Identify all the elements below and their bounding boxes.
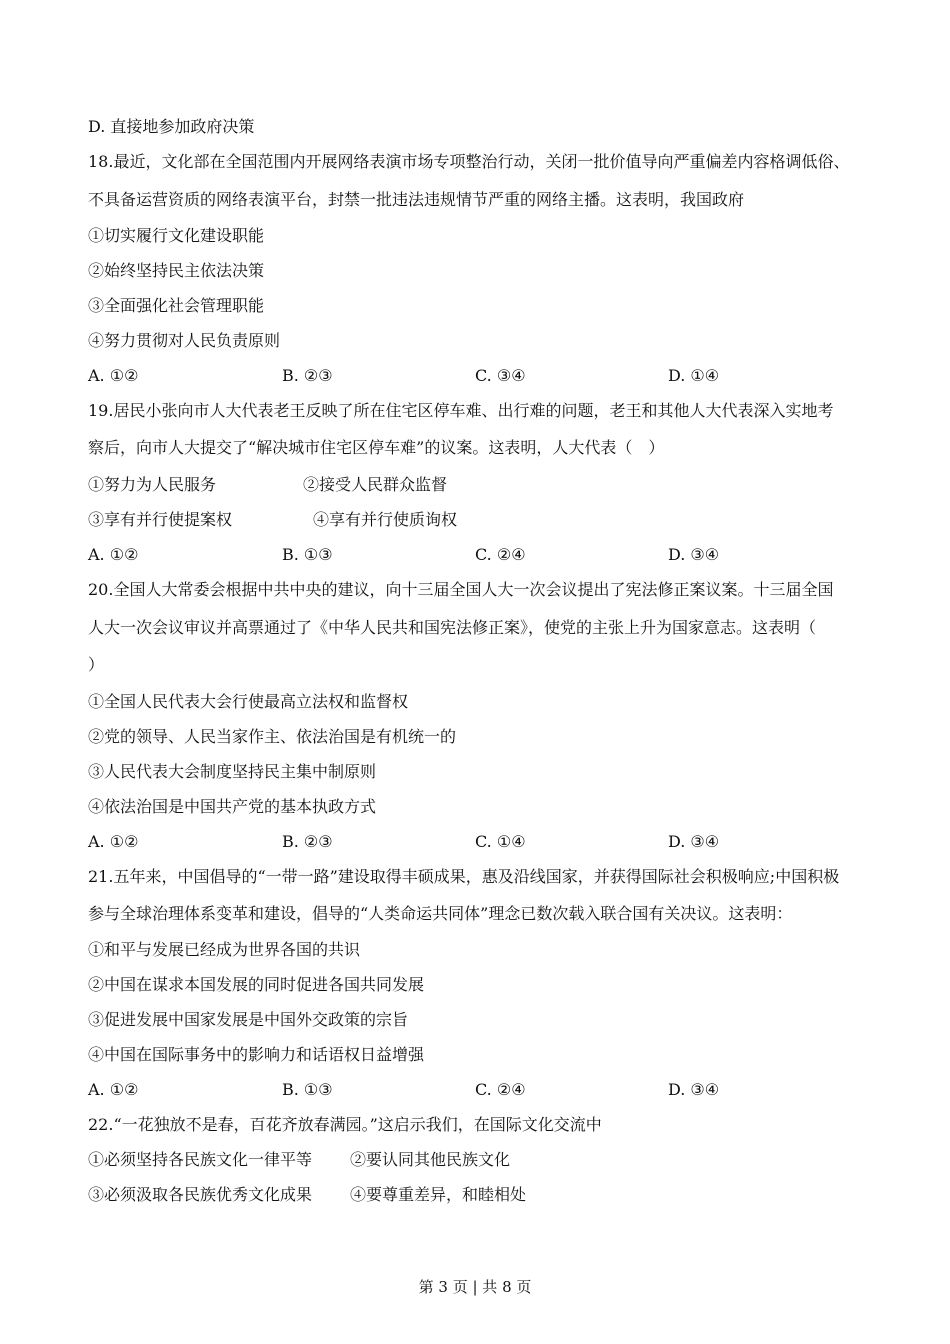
- q19-item: ④享有并行使质询权: [313, 510, 458, 529]
- q18-item: ④努力贯彻对人民负责原则: [88, 331, 281, 350]
- q18-item: ③全面强化社会管理职能: [88, 296, 265, 315]
- q20-stem-line: 人大一次会议审议并高票通过了《中华人民共和国宪法修正案》，使党的主张上升为国家意志。这表明（: [88, 618, 817, 637]
- q21-stem-line: 参与全球治理体系变革和建设，倡导的“人类命运共同体”理念已数次载入联合国有关决议。这表明：: [88, 904, 793, 923]
- q22-item: ②要认同其他民族文化: [350, 1150, 511, 1169]
- q20-option-a: A. ①②: [88, 832, 139, 851]
- q18-item: ②始终坚持民主依法决策: [88, 261, 265, 280]
- q20-item: ④依法治国是中国共产党的基本执政方式: [88, 797, 377, 816]
- q22-item: ①必须坚持各民族文化一律平等: [88, 1150, 313, 1169]
- q21-option-a: A. ①②: [88, 1080, 139, 1099]
- q20-stem-line: 20.全国人大常委会根据中共中央的建议，向十三届全国人大一次会议提出了宪法修正案议案。十三届全国: [88, 580, 834, 599]
- q21-item: ②中国在谋求本国发展的同时促进各国共同发展: [88, 975, 425, 994]
- q18-item: ①切实履行文化建设职能: [88, 226, 265, 245]
- q18-stem-line: 不具备运营资质的网络表演平台，封禁一批违法违规情节严重的网络主播。这表明，我国政府: [88, 190, 745, 209]
- q18-option-b: B. ②③: [282, 366, 333, 385]
- q21-option-d: D. ③④: [668, 1080, 720, 1099]
- q18-option-d: D. ①④: [668, 366, 720, 385]
- q20-item: ③人民代表大会制度坚持民主集中制原则: [88, 762, 377, 781]
- q22-stem-line: 22.“一花独放不是春，百花齐放春满园。”这启示我们，在国际文化交流中: [88, 1115, 602, 1134]
- q18-option-c: C. ③④: [475, 366, 526, 385]
- q21-item: ③促进发展中国家发展是中国外交政策的宗旨: [88, 1010, 409, 1029]
- q19-item: ③享有并行使提案权: [88, 510, 233, 529]
- q20-option-c: C. ①④: [475, 832, 526, 851]
- q21-option-c: C. ②④: [475, 1080, 526, 1099]
- q19-item: ②接受人民群众监督: [303, 475, 448, 494]
- q19-option-a: A. ①②: [88, 545, 139, 564]
- q19-stem-line: 19.居民小张向市人大代表老王反映了所在住宅区停车难、出行难的问题，老王和其他人大代表深入实地考: [88, 401, 834, 420]
- q18-stem-line: 18.最近，文化部在全国范围内开展网络表演市场专项整治行动，关闭一批价值导向严重偏差内容格调低俗、: [88, 152, 850, 171]
- q19-stem-line: 察后，向市人大提交了“解决城市住宅区停车难”的议案。这表明，人大代表（ ）: [88, 438, 665, 457]
- q21-option-b: B. ①③: [282, 1080, 333, 1099]
- q22-item: ③必须汲取各民族优秀文化成果: [88, 1185, 313, 1204]
- q19-item: ①努力为人民服务: [88, 475, 217, 494]
- q21-item: ①和平与发展已经成为世界各国的共识: [88, 940, 361, 959]
- q20-stem-line: ）: [88, 655, 105, 674]
- q20-option-d: D. ③④: [668, 832, 720, 851]
- q21-item: ④中国在国际事务中的影响力和话语权日益增强: [88, 1045, 425, 1064]
- q19-option-d: D. ③④: [668, 545, 720, 564]
- q19-option-b: B. ①③: [282, 545, 333, 564]
- q20-item: ①全国人民代表大会行使最高立法权和监督权: [88, 692, 409, 711]
- q17-option-d: D. 直接地参加政府决策: [88, 117, 255, 136]
- q21-stem-line: 21.五年来，中国倡导的“一带一路”建设取得丰硕成果，惠及沿线国家，并获得国际社会积极响应;中国积极: [88, 867, 840, 886]
- page-footer: 第 3 页 | 共 8 页: [418, 1278, 532, 1296]
- q18-option-a: A. ①②: [88, 366, 139, 385]
- q22-item: ④要尊重差异，和睦相处: [350, 1185, 527, 1204]
- q19-option-c: C. ②④: [475, 545, 526, 564]
- q20-option-b: B. ②③: [282, 832, 333, 851]
- q20-item: ②党的领导、人民当家作主、依法治国是有机统一的: [88, 727, 457, 746]
